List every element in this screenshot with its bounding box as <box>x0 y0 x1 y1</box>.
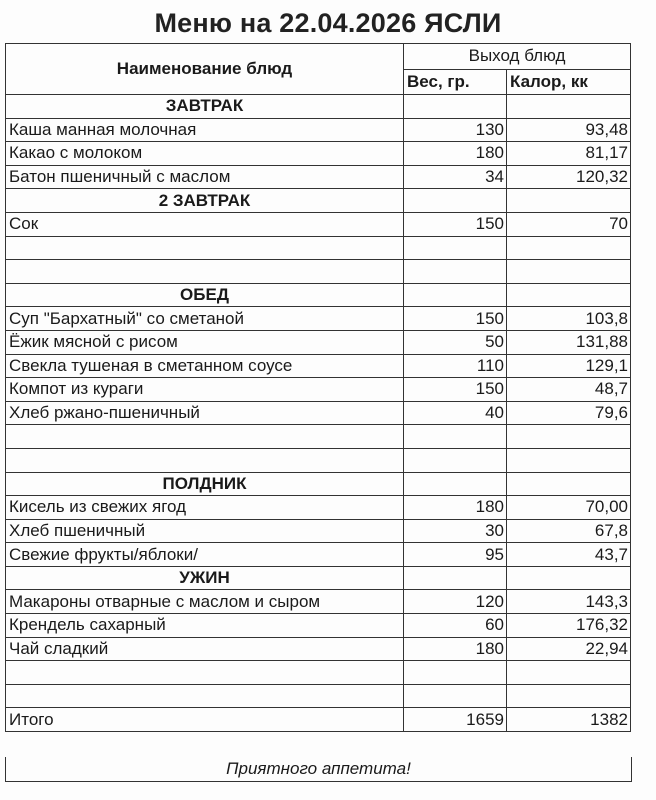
dish-name: Каша манная молочная <box>6 118 404 142</box>
dish-name: Свекла тушеная в сметанном соусе <box>6 354 404 378</box>
dish-weight: 110 <box>404 354 507 378</box>
dish-weight: 40 <box>404 401 507 425</box>
dish-weight: 180 <box>404 637 507 661</box>
section-row <box>6 189 631 213</box>
empty-row <box>6 260 631 284</box>
dish-name: Хлеб ржано-пшеничный <box>6 401 404 425</box>
dish-calories: 22,94 <box>507 637 631 661</box>
section-row <box>6 283 631 307</box>
empty-cell <box>404 425 507 449</box>
section-row <box>6 95 631 119</box>
section-title: ПОЛДНИК <box>6 472 404 496</box>
dish-name: Сок <box>6 212 404 236</box>
dish-calories: 48,7 <box>507 378 631 402</box>
dish-calories: 129,1 <box>507 354 631 378</box>
empty-cell <box>6 448 404 472</box>
dish-row <box>6 378 631 402</box>
dish-weight: 30 <box>404 519 507 543</box>
empty-row <box>6 236 631 260</box>
empty-row <box>6 684 631 708</box>
dish-calories: 176,32 <box>507 614 631 638</box>
dish-row <box>6 543 631 567</box>
section-title: УЖИН <box>6 566 404 590</box>
dish-weight: 50 <box>404 330 507 354</box>
empty-row <box>6 661 631 685</box>
empty-cell <box>404 684 507 708</box>
empty-cell <box>6 684 404 708</box>
dish-calories: 120,32 <box>507 165 631 189</box>
dish-calories: 79,6 <box>507 401 631 425</box>
header-output: Выход блюд <box>404 44 631 70</box>
dish-weight: 1659 <box>404 708 507 732</box>
dish-weight: 180 <box>404 496 507 520</box>
header-dish-name: Наименование блюд <box>6 44 404 95</box>
dish-calories: 143,3 <box>507 590 631 614</box>
dish-name: Батон пшеничный с маслом <box>6 165 404 189</box>
dish-row <box>6 614 631 638</box>
footer-note: Приятного аппетита! <box>5 757 632 782</box>
empty-cell <box>507 260 631 284</box>
empty-cell <box>404 448 507 472</box>
section-title: ОБЕД <box>6 283 404 307</box>
section-title: ЗАВТРАК <box>6 95 404 119</box>
empty-row <box>6 448 631 472</box>
dish-name: Кисель из свежих ягод <box>6 496 404 520</box>
dish-row <box>6 519 631 543</box>
dish-name: Чай сладкий <box>6 637 404 661</box>
dish-calories: 131,88 <box>507 330 631 354</box>
dish-name: Ёжик мясной с рисом <box>6 330 404 354</box>
empty-cell <box>404 236 507 260</box>
dish-name: Свежие фрукты/яблоки/ <box>6 543 404 567</box>
empty-cell <box>404 260 507 284</box>
dish-name: Хлеб пшеничный <box>6 519 404 543</box>
dish-calories: 70 <box>507 212 631 236</box>
empty-cell <box>404 189 507 213</box>
empty-cell <box>507 95 631 119</box>
menu-table-body <box>6 44 631 732</box>
dish-calories: 81,17 <box>507 142 631 166</box>
dish-weight: 95 <box>404 543 507 567</box>
dish-weight: 60 <box>404 614 507 638</box>
empty-cell <box>404 472 507 496</box>
dish-name: Крендель сахарный <box>6 614 404 638</box>
dish-row <box>6 118 631 142</box>
header-weight: Вес, гр. <box>404 69 507 95</box>
empty-cell <box>507 566 631 590</box>
dish-calories: 70,00 <box>507 496 631 520</box>
dish-row <box>6 165 631 189</box>
dish-row <box>6 142 631 166</box>
dish-weight: 180 <box>404 142 507 166</box>
dish-row <box>6 496 631 520</box>
dish-weight: 150 <box>404 307 507 331</box>
empty-cell <box>507 425 631 449</box>
dish-name: Суп "Бархатный" со сметаной <box>6 307 404 331</box>
empty-cell <box>507 448 631 472</box>
empty-cell <box>507 283 631 307</box>
dish-weight: 150 <box>404 212 507 236</box>
dish-weight: 34 <box>404 165 507 189</box>
empty-cell <box>404 661 507 685</box>
header-row <box>6 44 631 70</box>
empty-cell <box>404 95 507 119</box>
dish-weight: 120 <box>404 590 507 614</box>
menu-table <box>5 43 631 732</box>
dish-row <box>6 637 631 661</box>
section-row <box>6 566 631 590</box>
dish-row <box>6 212 631 236</box>
page-title: Меню на 22.04.2026 ЯСЛИ <box>154 8 502 38</box>
empty-row <box>6 425 631 449</box>
section-title: 2 ЗАВТРАК <box>6 189 404 213</box>
dish-name: Макароны отварные с маслом и сыром <box>6 590 404 614</box>
dish-calories: 1382 <box>507 708 631 732</box>
dish-name: Компот из кураги <box>6 378 404 402</box>
empty-cell <box>6 260 404 284</box>
dish-calories: 103,8 <box>507 307 631 331</box>
empty-cell <box>507 236 631 260</box>
dish-weight: 150 <box>404 378 507 402</box>
dish-row <box>6 307 631 331</box>
dish-row <box>6 354 631 378</box>
dish-row <box>6 401 631 425</box>
header-calories: Калор, кк <box>507 69 631 95</box>
dish-row <box>6 708 631 732</box>
empty-cell <box>507 189 631 213</box>
empty-cell <box>507 661 631 685</box>
empty-cell <box>507 684 631 708</box>
empty-cell <box>507 472 631 496</box>
dish-name: Какао с молоком <box>6 142 404 166</box>
empty-cell <box>6 236 404 260</box>
empty-cell <box>6 661 404 685</box>
dish-row <box>6 330 631 354</box>
dish-calories: 43,7 <box>507 543 631 567</box>
empty-cell <box>404 283 507 307</box>
dish-calories: 93,48 <box>507 118 631 142</box>
dish-calories: 67,8 <box>507 519 631 543</box>
empty-cell <box>404 566 507 590</box>
dish-row <box>6 590 631 614</box>
dish-name: Итого <box>6 708 404 732</box>
empty-cell <box>6 425 404 449</box>
dish-weight: 130 <box>404 118 507 142</box>
section-row <box>6 472 631 496</box>
